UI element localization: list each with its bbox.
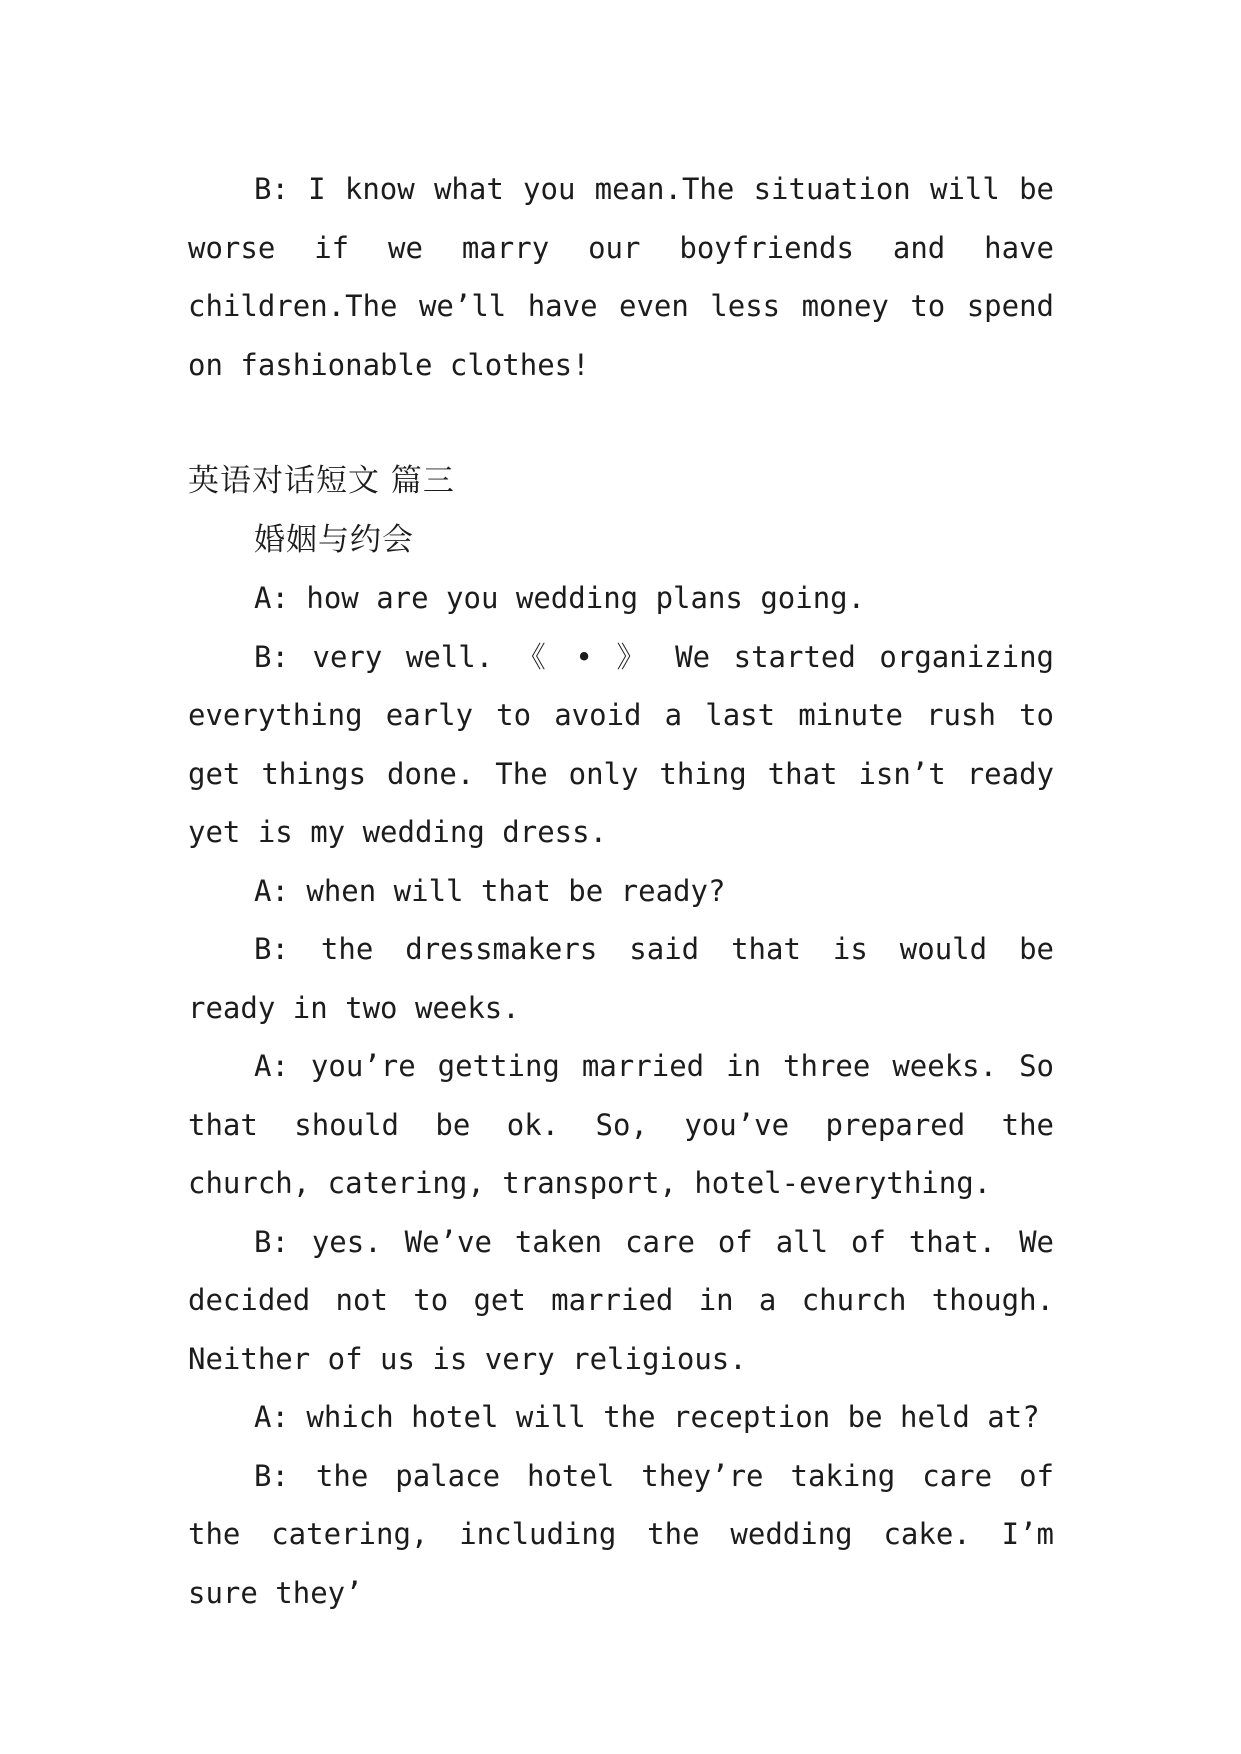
dialogue-line: B: very well. 《 • 》 We started organizing everything early to avoid a last minute rush to get things done. The only thing that isn’t ready yet is my wedding dress. <box>188 639 1054 849</box>
dialogue-line: A: which hotel will the reception be held at? <box>254 1400 1040 1434</box>
section-spacer <box>188 394 1054 452</box>
dialogue-line: B: the palace hotel they’re taking care of the catering, including the wedding cake. I’m sure they’ <box>188 1458 1054 1610</box>
section-subtitle: 婚姻与约会 <box>254 521 414 558</box>
section-heading: 英语对话短文 篇三 <box>188 463 455 499</box>
document-body <box>188 160 1054 1622</box>
intro-paragraph: B: I know what you mean.The situation will be worse if we marry our boyfriends and have children.The we’ll have even less money to spend on fashionable clothes! <box>188 172 1054 382</box>
dialogue-line: B: the dressmakers said that is would be ready in two weeks. <box>188 932 1054 1025</box>
dialogue-line: A: when will that be ready? <box>254 873 726 908</box>
dialogue-line: A: how are you wedding plans going. <box>254 581 866 615</box>
dialogue-line: A: you’re getting married in three weeks. So that should be ok. So, you’ve prepared the church, catering, transport, hotel-everything. <box>188 1049 1054 1200</box>
dialogue-line: B: yes. We’ve taken care of all of that. We decided not to get married in a church though. Neither of us is very religious. <box>188 1224 1054 1376</box>
